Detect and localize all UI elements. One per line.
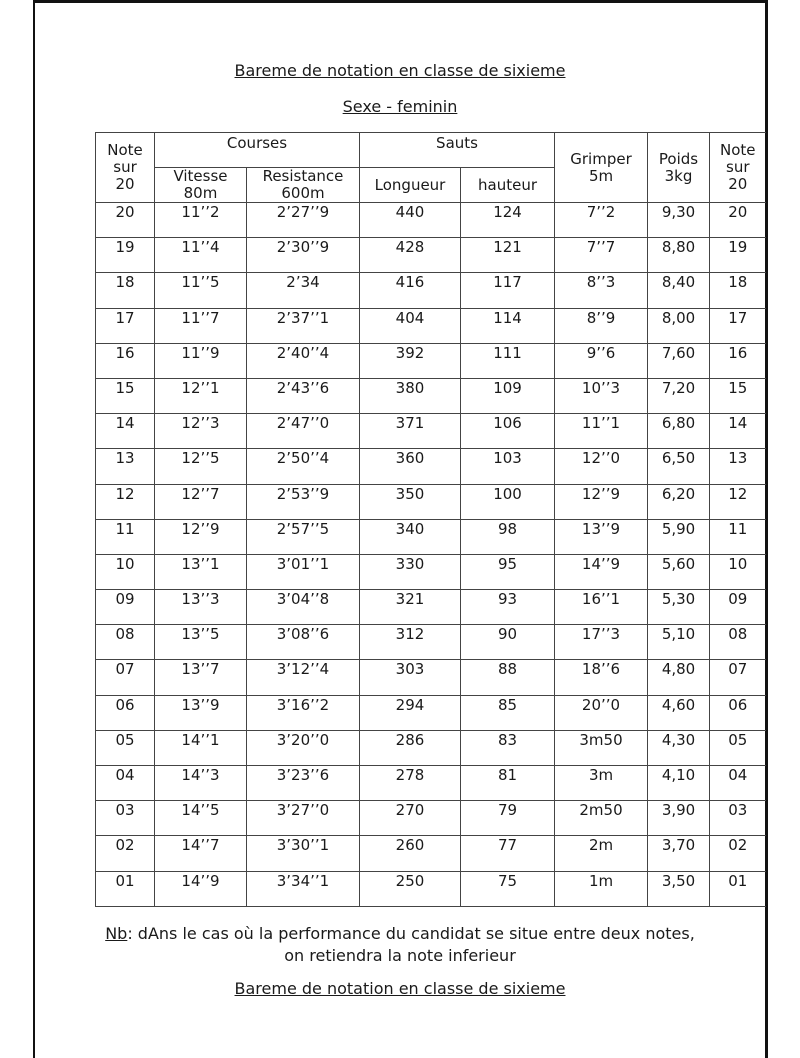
cell-resistance: 2’57’’5	[247, 519, 360, 554]
cell-resistance: 3’23’’6	[247, 766, 360, 801]
table-row	[96, 519, 766, 554]
cell-longueur: 428	[360, 238, 461, 273]
cell-poids: 3,50	[648, 871, 710, 906]
cell-vitesse: 12’’5	[155, 449, 247, 484]
cell-resistance: 3’16’’2	[247, 695, 360, 730]
table-row	[96, 238, 766, 273]
cell-grimper: 9’’6	[555, 343, 648, 378]
cell-note: 16	[96, 343, 155, 378]
cell-grimper: 12’’9	[555, 484, 648, 519]
cell-note: 20	[96, 203, 155, 238]
cell-poids: 4,30	[648, 730, 710, 765]
header-resistance: Resistance 600m	[247, 168, 360, 203]
table-row	[96, 343, 766, 378]
cell-note: 17	[96, 308, 155, 343]
cell-note-right: 16	[710, 343, 766, 378]
cell-note: 06	[96, 695, 155, 730]
cell-note-right: 05	[710, 730, 766, 765]
cell-longueur: 330	[360, 554, 461, 589]
cell-resistance: 3’01’’1	[247, 554, 360, 589]
cell-vitesse: 14’’3	[155, 766, 247, 801]
cell-poids: 8,40	[648, 273, 710, 308]
cell-note: 04	[96, 766, 155, 801]
cell-vitesse: 11’’7	[155, 308, 247, 343]
cell-vitesse: 12’’1	[155, 378, 247, 413]
cell-longueur: 303	[360, 660, 461, 695]
table-row	[96, 554, 766, 589]
cell-note: 18	[96, 273, 155, 308]
cell-hauteur: 100	[461, 484, 555, 519]
cell-vitesse: 14’’7	[155, 836, 247, 871]
footnote-line2: on retiendra la note inferieur	[284, 946, 516, 965]
cell-note-right: 08	[710, 625, 766, 660]
cell-poids: 5,10	[648, 625, 710, 660]
cell-note-right: 10	[710, 554, 766, 589]
table-row	[96, 308, 766, 343]
cell-note-right: 18	[710, 273, 766, 308]
cell-longueur: 340	[360, 519, 461, 554]
cell-hauteur: 121	[461, 238, 555, 273]
cell-note: 08	[96, 625, 155, 660]
cell-note: 02	[96, 836, 155, 871]
cell-vitesse: 11’’2	[155, 203, 247, 238]
header-hauteur: hauteur	[461, 168, 555, 203]
cell-longueur: 260	[360, 836, 461, 871]
cell-resistance: 3’20’’0	[247, 730, 360, 765]
cell-note: 01	[96, 871, 155, 906]
cell-note: 14	[96, 414, 155, 449]
cell-hauteur: 81	[461, 766, 555, 801]
header-sauts: Sauts	[360, 133, 555, 168]
cell-note: 15	[96, 378, 155, 413]
footnote-label: Nb	[105, 924, 128, 943]
cell-note: 12	[96, 484, 155, 519]
header-note-left: Note sur 20	[96, 133, 155, 203]
cell-note: 19	[96, 238, 155, 273]
table-row	[96, 836, 766, 871]
footnote	[0, 923, 800, 967]
cell-vitesse: 11’’9	[155, 343, 247, 378]
cell-note-right: 09	[710, 590, 766, 625]
cell-longueur: 350	[360, 484, 461, 519]
cell-grimper: 1m	[555, 871, 648, 906]
cell-resistance: 2’27’’9	[247, 203, 360, 238]
cell-grimper: 20’’0	[555, 695, 648, 730]
cell-hauteur: 93	[461, 590, 555, 625]
cell-longueur: 371	[360, 414, 461, 449]
cell-grimper: 8’’3	[555, 273, 648, 308]
cell-poids: 8,80	[648, 238, 710, 273]
header-courses: Courses	[155, 133, 360, 168]
cell-longueur: 440	[360, 203, 461, 238]
table-row	[96, 625, 766, 660]
cell-poids: 9,30	[648, 203, 710, 238]
cell-note: 03	[96, 801, 155, 836]
cell-grimper: 11’’1	[555, 414, 648, 449]
document-footer-title: Bareme de notation en classe de sixieme	[234, 979, 566, 998]
cell-note: 10	[96, 554, 155, 589]
cell-grimper: 17’’3	[555, 625, 648, 660]
cell-note-right: 11	[710, 519, 766, 554]
cell-hauteur: 114	[461, 308, 555, 343]
table-row	[96, 871, 766, 906]
cell-grimper: 3m	[555, 766, 648, 801]
cell-poids: 4,80	[648, 660, 710, 695]
cell-note-right: 15	[710, 378, 766, 413]
cell-hauteur: 85	[461, 695, 555, 730]
cell-vitesse: 12’’9	[155, 519, 247, 554]
cell-note: 11	[96, 519, 155, 554]
cell-vitesse: 12’’3	[155, 414, 247, 449]
table-row	[96, 801, 766, 836]
cell-grimper: 7’’7	[555, 238, 648, 273]
cell-grimper: 2m50	[555, 801, 648, 836]
cell-note-right: 17	[710, 308, 766, 343]
cell-longueur: 250	[360, 871, 461, 906]
cell-vitesse: 12’’7	[155, 484, 247, 519]
cell-note: 09	[96, 590, 155, 625]
table-row	[96, 766, 766, 801]
cell-note-right: 19	[710, 238, 766, 273]
cell-poids: 7,20	[648, 378, 710, 413]
cell-grimper: 7’’2	[555, 203, 648, 238]
cell-poids: 4,60	[648, 695, 710, 730]
header-poids: Poids 3kg	[648, 133, 710, 203]
cell-note: 05	[96, 730, 155, 765]
cell-poids: 5,30	[648, 590, 710, 625]
cell-poids: 7,60	[648, 343, 710, 378]
table-body	[96, 203, 766, 907]
cell-vitesse: 11’’5	[155, 273, 247, 308]
cell-note-right: 13	[710, 449, 766, 484]
cell-longueur: 312	[360, 625, 461, 660]
cell-resistance: 3’12’’4	[247, 660, 360, 695]
cell-poids: 6,20	[648, 484, 710, 519]
header-grimper: Grimper 5m	[555, 133, 648, 203]
cell-note-right: 06	[710, 695, 766, 730]
cell-note-right: 07	[710, 660, 766, 695]
cell-grimper: 12’’0	[555, 449, 648, 484]
cell-resistance: 2’40’’4	[247, 343, 360, 378]
cell-resistance: 3’30’’1	[247, 836, 360, 871]
cell-hauteur: 75	[461, 871, 555, 906]
cell-vitesse: 14’’9	[155, 871, 247, 906]
cell-resistance: 3’08’’6	[247, 625, 360, 660]
cell-longueur: 360	[360, 449, 461, 484]
cell-grimper: 18’’6	[555, 660, 648, 695]
cell-hauteur: 95	[461, 554, 555, 589]
cell-vitesse: 11’’4	[155, 238, 247, 273]
cell-hauteur: 98	[461, 519, 555, 554]
cell-hauteur: 79	[461, 801, 555, 836]
cell-grimper: 16’’1	[555, 590, 648, 625]
footnote-line1: : dAns le cas où la performance du candidat se situe entre deux notes,	[127, 924, 695, 943]
cell-grimper: 10’’3	[555, 378, 648, 413]
table-row	[96, 414, 766, 449]
cell-note-right: 04	[710, 766, 766, 801]
document-title: Bareme de notation en classe de sixieme	[234, 61, 566, 80]
cell-hauteur: 77	[461, 836, 555, 871]
cell-longueur: 416	[360, 273, 461, 308]
cell-poids: 3,90	[648, 801, 710, 836]
cell-note-right: 14	[710, 414, 766, 449]
table-row	[96, 203, 766, 238]
header-vitesse: Vitesse 80m	[155, 168, 247, 203]
cell-vitesse: 14’’5	[155, 801, 247, 836]
cell-poids: 8,00	[648, 308, 710, 343]
cell-note-right: 02	[710, 836, 766, 871]
table-row	[96, 590, 766, 625]
cell-hauteur: 83	[461, 730, 555, 765]
cell-hauteur: 90	[461, 625, 555, 660]
cell-grimper: 3m50	[555, 730, 648, 765]
cell-resistance: 2’50’’4	[247, 449, 360, 484]
cell-grimper: 2m	[555, 836, 648, 871]
cell-hauteur: 88	[461, 660, 555, 695]
cell-longueur: 392	[360, 343, 461, 378]
cell-vitesse: 13’’5	[155, 625, 247, 660]
cell-poids: 4,10	[648, 766, 710, 801]
cell-longueur: 270	[360, 801, 461, 836]
grading-table	[95, 132, 766, 907]
header-note-right: Note sur 20	[710, 133, 766, 203]
cell-hauteur: 106	[461, 414, 555, 449]
cell-poids: 6,50	[648, 449, 710, 484]
cell-poids: 5,90	[648, 519, 710, 554]
table-row	[96, 695, 766, 730]
cell-note: 13	[96, 449, 155, 484]
cell-resistance: 2’37’’1	[247, 308, 360, 343]
cell-note: 07	[96, 660, 155, 695]
cell-note-right: 20	[710, 203, 766, 238]
cell-resistance: 2’53’’9	[247, 484, 360, 519]
table-row	[96, 730, 766, 765]
cell-longueur: 294	[360, 695, 461, 730]
cell-grimper: 8’’9	[555, 308, 648, 343]
cell-resistance: 2’43’’6	[247, 378, 360, 413]
cell-hauteur: 103	[461, 449, 555, 484]
cell-resistance: 3’34’’1	[247, 871, 360, 906]
cell-resistance: 3’04’’8	[247, 590, 360, 625]
cell-poids: 3,70	[648, 836, 710, 871]
cell-hauteur: 111	[461, 343, 555, 378]
cell-longueur: 380	[360, 378, 461, 413]
table-row	[96, 378, 766, 413]
cell-vitesse: 14’’1	[155, 730, 247, 765]
cell-grimper: 13’’9	[555, 519, 648, 554]
table-row	[96, 273, 766, 308]
cell-hauteur: 117	[461, 273, 555, 308]
cell-poids: 6,80	[648, 414, 710, 449]
cell-longueur: 286	[360, 730, 461, 765]
cell-vitesse: 13’’1	[155, 554, 247, 589]
cell-vitesse: 13’’3	[155, 590, 247, 625]
cell-resistance: 3’27’’0	[247, 801, 360, 836]
cell-longueur: 404	[360, 308, 461, 343]
sex-subtitle: Sexe - feminin	[342, 97, 458, 116]
header-longueur: Longueur	[360, 168, 461, 203]
cell-note-right: 03	[710, 801, 766, 836]
cell-note-right: 01	[710, 871, 766, 906]
cell-longueur: 278	[360, 766, 461, 801]
table-row	[96, 484, 766, 519]
cell-vitesse: 13’’9	[155, 695, 247, 730]
cell-hauteur: 109	[461, 378, 555, 413]
table-row	[96, 660, 766, 695]
cell-grimper: 14’’9	[555, 554, 648, 589]
cell-longueur: 321	[360, 590, 461, 625]
cell-resistance: 2’30’’9	[247, 238, 360, 273]
table-row	[96, 449, 766, 484]
cell-hauteur: 124	[461, 203, 555, 238]
cell-resistance: 2’47’’0	[247, 414, 360, 449]
cell-resistance: 2’34	[247, 273, 360, 308]
cell-poids: 5,60	[648, 554, 710, 589]
cell-note-right: 12	[710, 484, 766, 519]
cell-vitesse: 13’’7	[155, 660, 247, 695]
